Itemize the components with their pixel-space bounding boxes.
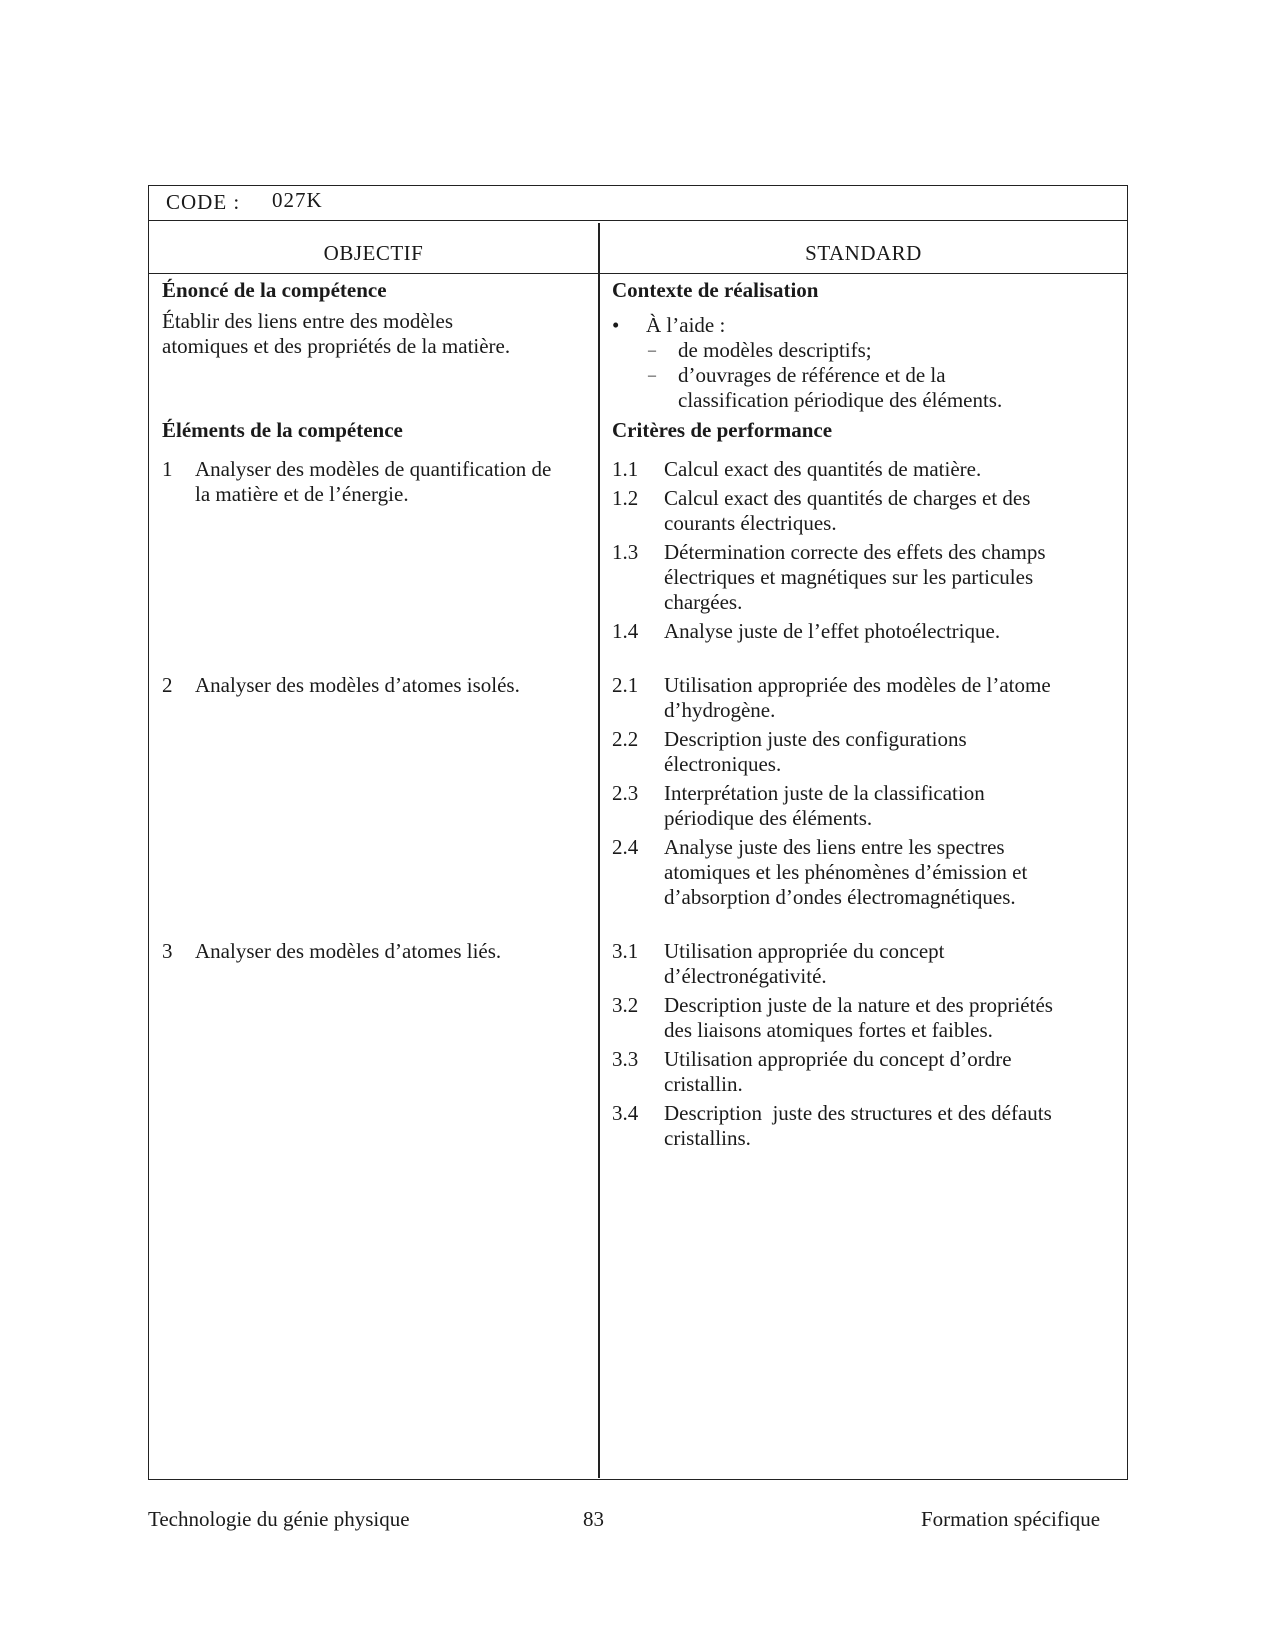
criterion-text: d’hydrogène.	[664, 698, 776, 722]
aide-bullet	[612, 313, 1117, 338]
objective-header: OBJECTIF	[323, 241, 424, 265]
sub-item-1	[612, 338, 1117, 363]
criterion	[612, 540, 1117, 615]
criterion-number: 2.4	[612, 835, 639, 859]
criterion-number: 1.2	[612, 486, 639, 510]
standard-column	[612, 278, 1117, 1150]
criterion-text: électriques et magnétiques sur les particules	[664, 565, 1034, 589]
criterion-number: 2.2	[612, 727, 639, 751]
element-3	[162, 939, 587, 964]
criterion-text: électroniques.	[664, 752, 782, 776]
criterion-text: chargées.	[664, 590, 743, 614]
competency-table	[148, 185, 1128, 1480]
criterion-text: Description juste des structures et des défauts	[664, 1101, 1052, 1125]
criterion-text: d’électronégativité.	[664, 964, 827, 988]
criterion-text: atomiques et les phénomènes d’émission et	[664, 860, 1028, 884]
element-number: 2	[162, 673, 173, 697]
sub-item-2	[612, 363, 1117, 413]
sub-item-text: classification périodique des éléments.	[678, 388, 1003, 412]
criterion-text: Calcul exact des quantités de matière.	[664, 457, 982, 481]
column-header-row	[149, 221, 1127, 274]
criterion-text: cristallins.	[664, 1126, 751, 1150]
aide-text: À l’aide :	[646, 313, 726, 337]
criterion	[612, 727, 1117, 777]
footer-program-name: Technologie du génie physique	[148, 1507, 410, 1531]
elements-title: Éléments de la compétence	[162, 418, 403, 442]
element-number: 1	[162, 457, 173, 481]
criterion-text: Utilisation appropriée du concept d’ordre	[664, 1047, 1012, 1071]
element-number: 3	[162, 939, 173, 963]
criterion-text: Utilisation appropriée des modèles de l’atome	[664, 673, 1051, 697]
element-text: Analyser des modèles d’atomes isolés.	[195, 673, 520, 697]
criterion-text: périodique des éléments.	[664, 806, 873, 830]
criterion-text: Calcul exact des quantités de charges et des	[664, 486, 1031, 510]
enonce-text-line-2: atomiques et des propriétés de la matière.	[162, 334, 511, 358]
criterion	[612, 781, 1117, 831]
criterion-number: 1.4	[612, 619, 639, 643]
criterion-number: 2.3	[612, 781, 639, 805]
criterion-number: 1.3	[612, 540, 639, 564]
criteria-group-3	[612, 939, 1117, 1155]
criterion	[612, 1047, 1117, 1097]
code-value: 027K	[272, 188, 323, 212]
criterion-text: Utilisation appropriée du concept	[664, 939, 945, 963]
criterion	[612, 1101, 1117, 1151]
dash-icon: –	[648, 367, 656, 384]
criteria-group-1	[612, 457, 1117, 648]
criterion-text: Analyse juste de l’effet photoélectrique.	[664, 619, 1001, 643]
criterion-text: des liaisons atomiques fortes et faibles.	[664, 1018, 993, 1042]
criterion-number: 1.1	[612, 457, 639, 481]
criterion	[612, 835, 1117, 910]
criterion-number: 3.2	[612, 993, 639, 1017]
criterion	[612, 939, 1117, 989]
criterion-text: Description juste de la nature et des propriétés	[664, 993, 1053, 1017]
criterion-text: Analyse juste des liens entre les spectres	[664, 835, 1005, 859]
criterion-text: Détermination correcte des effets des champs	[664, 540, 1046, 564]
standard-header: STANDARD	[805, 241, 922, 265]
criterion	[612, 673, 1117, 723]
code-label: CODE :	[166, 190, 241, 214]
enonce-title: Énoncé de la compétence	[162, 278, 387, 302]
code-row	[149, 186, 1127, 221]
objective-column	[162, 278, 587, 963]
element-text: Analyser des modèles de quantification de	[195, 457, 552, 481]
criteria-group-2	[612, 673, 1117, 914]
dash-icon: –	[648, 342, 656, 359]
column-divider	[598, 223, 600, 1478]
contexte-title: Contexte de réalisation	[612, 278, 819, 302]
criterion-text: cristallin.	[664, 1072, 743, 1096]
element-text: Analyser des modèles d’atomes liés.	[195, 939, 502, 963]
criterion	[612, 993, 1117, 1043]
element-1	[162, 457, 587, 507]
criterion	[612, 486, 1117, 536]
criterion-number: 3.4	[612, 1101, 639, 1125]
bullet-icon: •	[612, 313, 620, 337]
sub-item-text: d’ouvrages de référence et de la	[678, 363, 946, 387]
footer-section-name: Formation spécifique	[921, 1507, 1101, 1531]
element-text: la matière et de l’énergie.	[195, 482, 409, 506]
criterion	[612, 619, 1117, 644]
criterion-text: Description juste des configurations	[664, 727, 967, 751]
criterion	[612, 457, 1117, 482]
criterion-text: courants électriques.	[664, 511, 837, 535]
criteres-title: Critères de performance	[612, 418, 833, 442]
enonce-text-line-1: Établir des liens entre des modèles	[162, 309, 453, 333]
criterion-number: 3.3	[612, 1047, 639, 1071]
criterion-text: Interprétation juste de la classification	[664, 781, 985, 805]
page-number: 83	[583, 1507, 604, 1531]
criterion-number: 3.1	[612, 939, 639, 963]
criterion-number: 2.1	[612, 673, 639, 697]
criterion-text: d’absorption d’ondes électromagnétiques.	[664, 885, 1016, 909]
element-2	[162, 673, 587, 698]
sub-item-text: de modèles descriptifs;	[678, 338, 872, 362]
